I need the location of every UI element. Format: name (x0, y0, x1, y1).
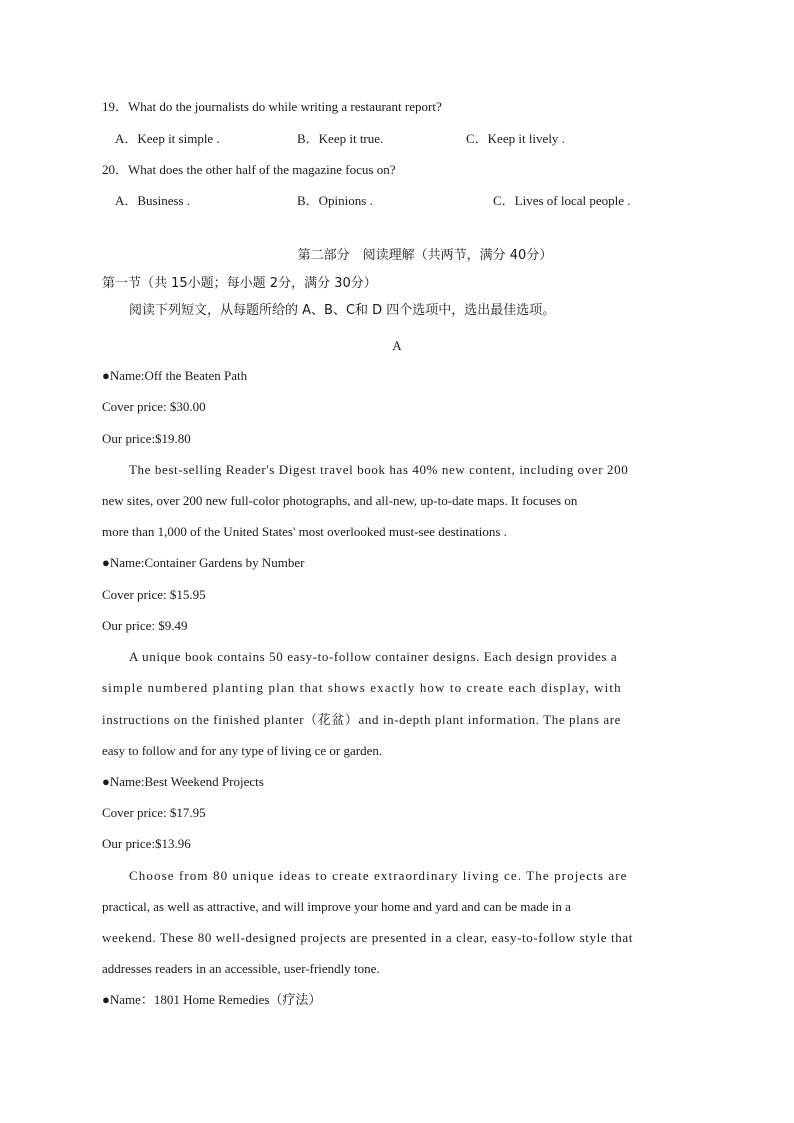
book-2-name: ●Name:Container Gardens by Number (102, 555, 305, 570)
book-2-description-line: A unique book contains 50 easy-to-follow container designs. Each design provides a (129, 649, 618, 664)
question-20-stem: 20．What does the other half of the magazine focus on? (102, 162, 396, 177)
book-3-description-line: weekend. These 80 well-designed projects are presented in a clear, easy-to-follow style that (102, 930, 633, 945)
question-19-stem: 19．What do the journalists do while writing a restaurant report? (102, 99, 442, 114)
book-1-cover-price: Cover price: $30.00 (102, 399, 206, 414)
book-2-description-line: simple numbered planting plan that shows exactly how to create each display, with (102, 680, 622, 695)
book-3-description-line: practical, as well as attractive, and will improve your home and yard and can be made in a (102, 899, 571, 914)
question-20-option-c: C．Lives of local people . (493, 193, 631, 208)
question-20-option-b: B．Opinions . (297, 193, 373, 208)
book-3-name: ●Name:Best Weekend Projects (102, 774, 264, 789)
book-1-name: ●Name:Off the Beaten Path (102, 368, 248, 383)
book-3-our-price: Our price:$13.96 (102, 836, 191, 851)
passage-label: A (392, 338, 402, 353)
question-19-option-a: A．Keep it simple . (115, 131, 220, 146)
question-19-option-b: B．Keep it true. (297, 131, 384, 146)
book-1-description-line: The best-selling Reader's Digest travel book has 40% new content, including over 200 (129, 462, 629, 477)
book-3-description-line: addresses readers in an accessible, user-friendly tone. (102, 961, 380, 976)
instructions: 阅读下列短文，从每题所给的 A、B、C和 D 四个选项中，选出最佳选项。 (129, 303, 556, 318)
book-1-our-price: Our price:$19.80 (102, 431, 191, 446)
subsection-title: 第一节（共 15小题；每小题 2分，满分 30分） (102, 276, 377, 291)
book-1-description-line: new sites, over 200 new full-color photographs, and all-new, up-to-date maps. It focuses on (102, 493, 578, 508)
book-2-description-line: easy to follow and for any type of living ce or garden. (102, 743, 383, 758)
book-2-our-price: Our price: $9.49 (102, 618, 188, 633)
book-4-name: ●Name：1801 Home Remedies（疗法） (102, 992, 322, 1007)
question-19-option-c: C．Keep it lively . (466, 131, 565, 146)
book-2-cover-price: Cover price: $15.95 (102, 587, 206, 602)
book-1-description-line: more than 1,000 of the United States' most overlooked must-see destinations . (102, 524, 507, 539)
book-3-description-line: Choose from 80 unique ideas to create extraordinary living ce. The projects are (129, 868, 628, 883)
question-20-option-a: A．Business . (115, 193, 191, 208)
book-2-description-line: instructions on the finished planter（花盆）and in-depth plant information. The plans are (102, 712, 622, 727)
book-3-cover-price: Cover price: $17.95 (102, 805, 206, 820)
part-title: 第二部分 阅读理解（共两节，满分 40分） (297, 248, 553, 263)
